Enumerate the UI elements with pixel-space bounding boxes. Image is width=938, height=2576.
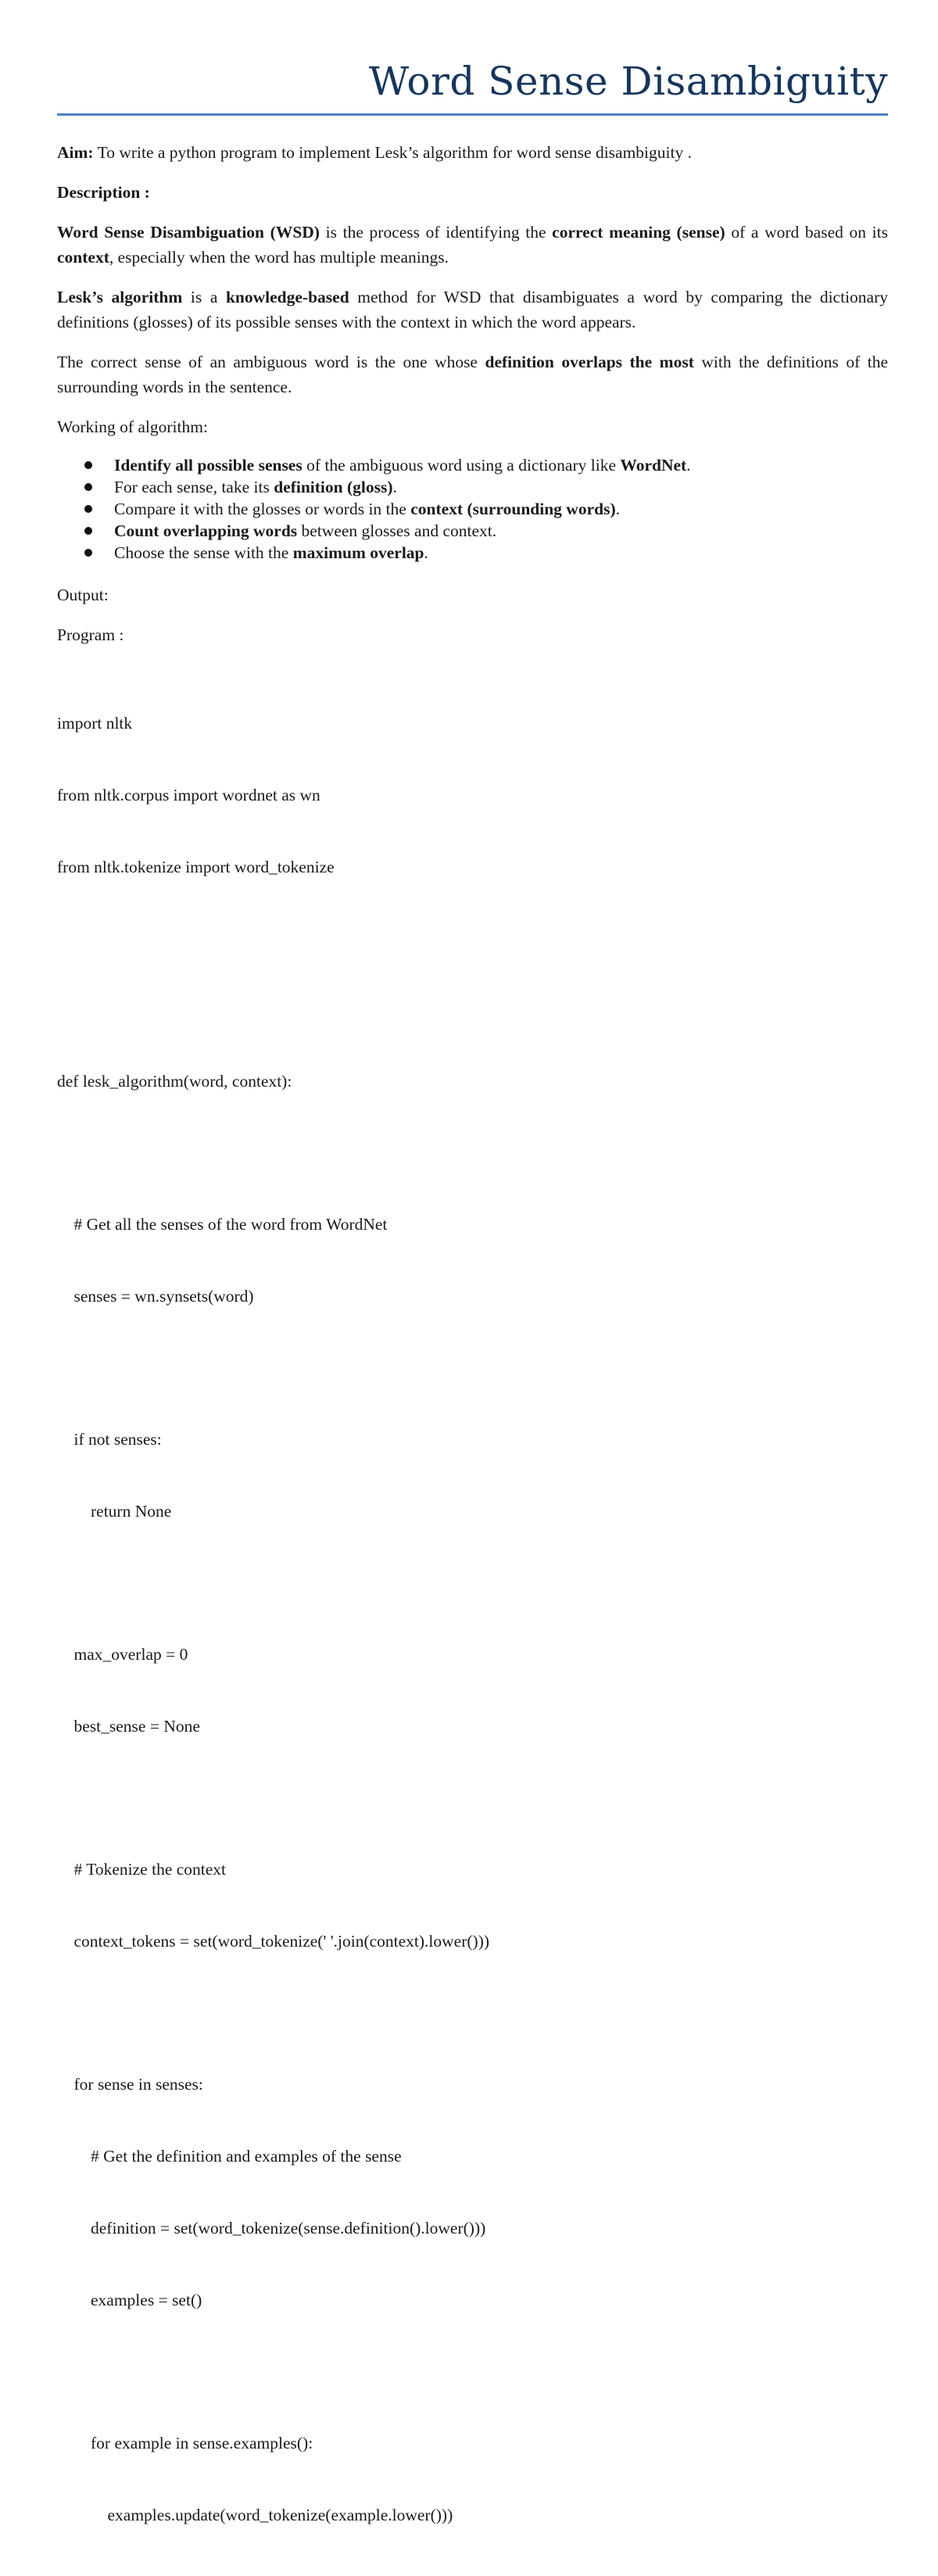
blank-line	[57, 1787, 888, 1808]
code-line: examples.update(word_tokenize(example.lower()))	[57, 2506, 453, 2524]
aim-paragraph	[57, 140, 888, 165]
bold-run: WordNet	[620, 456, 687, 475]
code-line: def lesk_algorithm(word, context):	[57, 1072, 292, 1091]
code-line: return None	[57, 1502, 172, 1521]
text-run: between glosses and context.	[297, 521, 497, 540]
title-underline	[57, 113, 888, 116]
bold-run: knowledge-based	[225, 288, 349, 306]
blank-line	[57, 1142, 888, 1163]
aim-label: Aim:	[57, 143, 94, 162]
aim-text: To write a python program to implement Lesk’s algorithm for word sense disambiguity .	[93, 143, 692, 162]
code-line: if not senses:	[57, 1430, 162, 1449]
bullet-icon	[84, 505, 92, 513]
code-line: definition = set(word_tokenize(sense.definition().lower()))	[57, 2219, 486, 2237]
bold-run: maximum overlap	[292, 543, 424, 562]
bold-run: definition (gloss)	[274, 478, 393, 496]
code-line: for sense in senses:	[57, 2075, 203, 2094]
text-run: method for WSD that disambiguates a word by comparing the dictionary definitions (glosses) of its possible senses with the context in which the word appears.	[57, 288, 888, 331]
code-line: import nltk	[57, 714, 133, 733]
text-run: , especially when the word has multiple meanings.	[109, 248, 449, 267]
text-run: .	[615, 500, 620, 518]
bullet-icon	[84, 461, 92, 469]
code-line: for example in sense.examples():	[57, 2434, 313, 2452]
page-title: Word Sense Disambiguity	[368, 59, 888, 104]
blank-line	[57, 928, 888, 949]
text-run: is the process of identifying the	[319, 223, 553, 242]
correct-sense-paragraph	[57, 349, 888, 399]
code-line: best_sense = None	[57, 1717, 200, 1736]
list-item	[114, 520, 888, 542]
bold-run: Identify all possible senses	[114, 456, 303, 475]
text-run: The correct sense of an ambiguous word is the one whose	[57, 353, 485, 371]
code-line: from nltk.corpus import wordnet as wn	[57, 786, 320, 804]
description-label: Description :	[57, 183, 150, 202]
blank-line	[57, 2361, 888, 2382]
code-line: # Tokenize the context	[57, 1860, 227, 1879]
text-run: .	[686, 456, 691, 475]
working-label: Working of algorithm:	[57, 417, 208, 436]
list-item	[114, 454, 888, 476]
bullet-icon	[84, 527, 92, 535]
list-item	[114, 542, 888, 564]
code-line: senses = wn.synsets(word)	[57, 1287, 254, 1306]
text-run: Choose the sense with the	[114, 543, 293, 562]
bold-run: Count overlapping words	[114, 521, 298, 540]
wsd-definition-paragraph	[57, 220, 888, 270]
blank-line	[57, 2002, 888, 2023]
text-run: with the definitions of the surrounding words in the sentence.	[57, 353, 888, 396]
text-run: For each sense, take its	[114, 478, 274, 496]
program-heading	[57, 622, 888, 647]
blank-line	[57, 1357, 888, 1378]
description-heading	[57, 180, 888, 205]
code-line: context_tokens = set(word_tokenize(' '.join(context).lower()))	[57, 1932, 490, 1951]
lesk-definition-paragraph	[57, 285, 888, 335]
output-label: Output:	[57, 586, 109, 604]
text-run: .	[392, 478, 397, 496]
algorithm-steps-list	[57, 454, 888, 564]
code-line: # Get the definition and examples of the sense	[57, 2147, 402, 2166]
text-run: .	[424, 543, 428, 562]
code-block	[57, 662, 888, 2576]
wsd-term: Word Sense Disambiguation (WSD)	[57, 223, 320, 242]
list-item	[114, 498, 888, 520]
output-heading	[57, 582, 888, 607]
code-line: from nltk.tokenize import word_tokenize	[57, 858, 335, 876]
code-line: # Get all the senses of the word from WordNet	[57, 1215, 388, 1234]
bold-run: context (surrounding words)	[410, 500, 616, 518]
code-line: examples = set()	[57, 2291, 202, 2309]
document-body	[57, 140, 888, 2576]
working-heading	[57, 414, 888, 439]
blank-line	[57, 1572, 888, 1593]
list-item	[114, 476, 888, 498]
text-run: is a	[182, 288, 226, 306]
text-run: Compare it with the glosses or words in the	[114, 500, 411, 518]
code-line: max_overlap = 0	[57, 1645, 188, 1664]
text-run: of the ambiguous word using a dictionary like	[302, 456, 621, 475]
lesk-term: Lesk’s algorithm	[57, 288, 183, 306]
blank-line	[57, 999, 888, 1020]
title-block	[57, 58, 888, 105]
text-run: of a word based on its	[725, 223, 888, 242]
bold-run: definition overlaps the most	[485, 353, 694, 371]
bullet-icon	[84, 549, 92, 557]
program-label: Program :	[57, 625, 124, 644]
bullet-icon	[84, 483, 92, 491]
bold-run: correct meaning (sense)	[552, 223, 725, 242]
bold-run: context	[57, 248, 109, 267]
